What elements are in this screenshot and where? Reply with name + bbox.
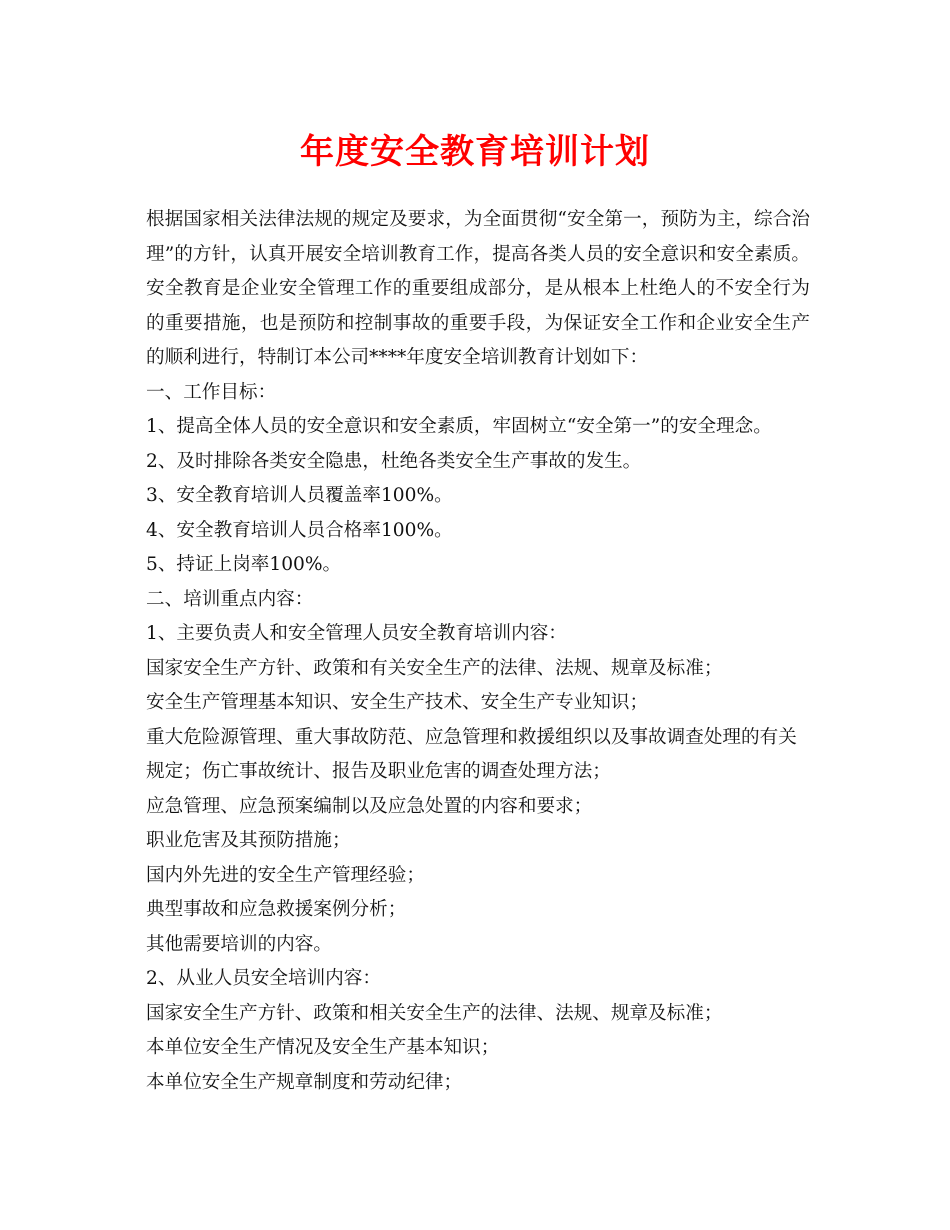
heading-work-goals: 一、工作目标： <box>146 381 277 403</box>
content-line: 国家安全生产方针、政策和相关安全生产的法律、法规、规章及标准； <box>146 1002 723 1024</box>
content-line: 安全生产管理基本知识、安全生产技术、安全生产专业知识； <box>146 692 649 713</box>
subheading-staff-training: 2、从业人员安全培训内容： <box>146 968 381 989</box>
content-line: 典型事故和应急救援案例分析； <box>146 899 407 920</box>
content-lines <box>146 376 810 1101</box>
goal-item-2: 2、及时排除各类安全隐患，杜绝各类安全生产事故的发生。 <box>146 450 642 472</box>
content-line: 应急管理、应急预案编制以及应急处置的内容和要求； <box>146 795 593 817</box>
heading-training-content: 二、培训重点内容： <box>146 588 314 610</box>
content-line: 本单位安全生产情况及安全生产基本知识； <box>146 1037 500 1058</box>
goal-item-1: 1、提高全体人员的安全意识和安全素质，牢固树立“安全第一”的安全理念。 <box>146 416 772 437</box>
subheading-managers-training: 1、主要负责人和安全管理人员安全教育培训内容： <box>146 623 567 644</box>
document-body <box>146 203 810 1100</box>
content-line: 重大危险源管理、重大事故防范、应急管理和救援组织以及事故调查处理的有关规定；伤亡事故统计、报告及职业危害的调查处理方法； <box>146 726 797 782</box>
goal-item-3: 3、安全教育培训人员覆盖率100%。 <box>146 485 453 506</box>
content-line: 其他需要培训的内容。 <box>146 933 332 955</box>
intro-paragraph: 根据国家相关法律法规的规定及要求，为全面贯彻“安全第一，预防为主，综合治理”的方针，认真开展安全培训教育工作，提高各类人员的安全意识和安全素质。安全教育是企业安全管理工作的重要组成部分，是从根本上杜绝人的不安全行为的重要措施，也是预防和控制事故的重要手段，为保证安全工作和企业安全生产的顺利进行，特制订本公司****年度安全培训教育计划如下： <box>146 209 810 368</box>
goal-item-5: 5、持证上岗率100%。 <box>146 554 342 575</box>
document-title: 年度安全教育培训计划 <box>300 132 650 172</box>
content-line: 国内外先进的安全生产管理经验； <box>146 864 425 886</box>
goal-item-4: 4、安全教育培训人员合格率100%。 <box>146 519 453 541</box>
content-line: 职业危害及其预防措施； <box>146 830 351 851</box>
content-line: 国家安全生产方针、政策和有关安全生产的法律、法规、规章及标准； <box>146 657 723 679</box>
content-line: 本单位安全生产规章制度和劳动纪律； <box>146 1071 463 1093</box>
